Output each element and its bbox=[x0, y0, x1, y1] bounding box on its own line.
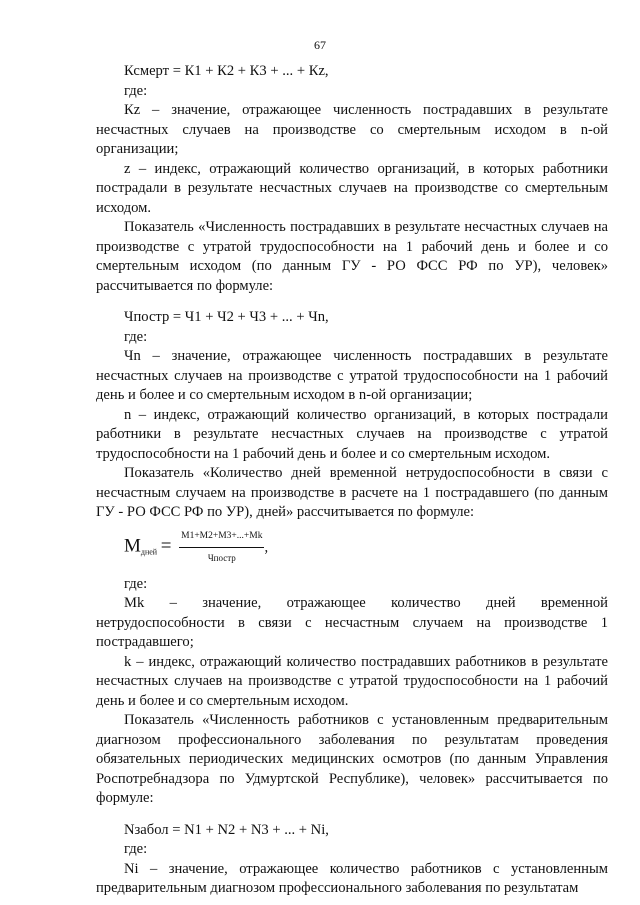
definition-z: z – индекс, отражающий количество организаций, в которых работники пострадали в результате несчастных случаев на производстве со смертельным исходом. bbox=[96, 160, 608, 216]
formula-m-numerator: M1+M2+M3+...+Mk bbox=[179, 527, 264, 549]
document-body bbox=[96, 62, 608, 899]
definition-kz: Кz – значение, отражающее численность пострадавших в результате несчастных случаев на производстве со смертельным исходом в n-ой организации; bbox=[96, 102, 608, 157]
where-label-3: где: bbox=[124, 575, 148, 592]
paragraph-injured-count: Показатель «Численность пострадавших в результате несчастных случаев на производстве с утратой трудоспособности на 1 рабочий день и более и со смертельным исходом (по данным ГУ - РО ФСС РФ по УР), человек» рассчитывается по формуле: bbox=[96, 219, 608, 294]
where-label-1: где: bbox=[124, 82, 148, 99]
page-number: 67 bbox=[314, 38, 326, 52]
formula-n-zabol: Nзабол = N1 + N2 + N3 + ... + Ni, bbox=[124, 821, 329, 838]
paragraph-occupational-disease: Показатель «Численность работников с установленным предварительным диагнозом профессионального заболевания по результатам проведения обязательных периодических медицинских осмотров (по данным Управления Роспотребнадзора по Удмуртской Республике), человек» рассчитывается по формуле: bbox=[96, 712, 608, 806]
definition-n: n – индекс, отражающий количество организаций, в которых пострадали работники в результате несчастных случаев на производстве с утратой трудоспособности на 1 рабочий день и более и со смертельным исходом. bbox=[96, 406, 608, 462]
paragraph-disability-days: Показатель «Количество дней временной нетрудоспособности в связи с несчастным случаем на производстве в расчете на 1 пострадавшего (по данным ГУ - РО ФСС РФ по УР), дней» рассчитывается по формуле: bbox=[96, 465, 608, 520]
formula-m-tail: , bbox=[264, 538, 269, 555]
formula-k-smert: Ксмерт = К1 + К2 + К3 + ... + Кz, bbox=[124, 63, 329, 79]
definition-chn: Чn – значение, отражающее численность пострадавших в результате несчастных случаев на производстве с утратой трудоспособности на 1 рабочий день и более и со смертельным исходом в n-ой организации; bbox=[96, 348, 608, 403]
definition-ni: Ni – значение, отражающее количество работников с установленным предварительным диагнозом профессионального заболевания по результатам bbox=[96, 860, 608, 896]
formula-m-lhs-sub: дней bbox=[140, 546, 158, 556]
where-label-2: где: bbox=[124, 328, 148, 345]
formula-ch-postr: Чпостр = Ч1 + Ч2 + Ч3 + ... + Чn, bbox=[124, 309, 329, 325]
definition-k: k – индекс, отражающий количество пострадавших работников в результате несчастных случаев на производстве с утратой трудоспособности на 1 рабочий день и более и со смертельным исходом. bbox=[96, 653, 608, 709]
formula-m-days bbox=[96, 527, 608, 569]
formula-m-fraction bbox=[179, 527, 264, 569]
where-label-4: где: bbox=[124, 841, 148, 857]
formula-m-lhs: М bbox=[124, 534, 141, 556]
formula-m-denominator: Чпостр bbox=[207, 553, 236, 563]
definition-mk: Мk – значение, отражающее количество дней временной нетрудоспособности в связи с несчастным случаем на производстве 1 пострадавшего; bbox=[96, 595, 608, 650]
formula-m-equals: = bbox=[160, 534, 172, 556]
